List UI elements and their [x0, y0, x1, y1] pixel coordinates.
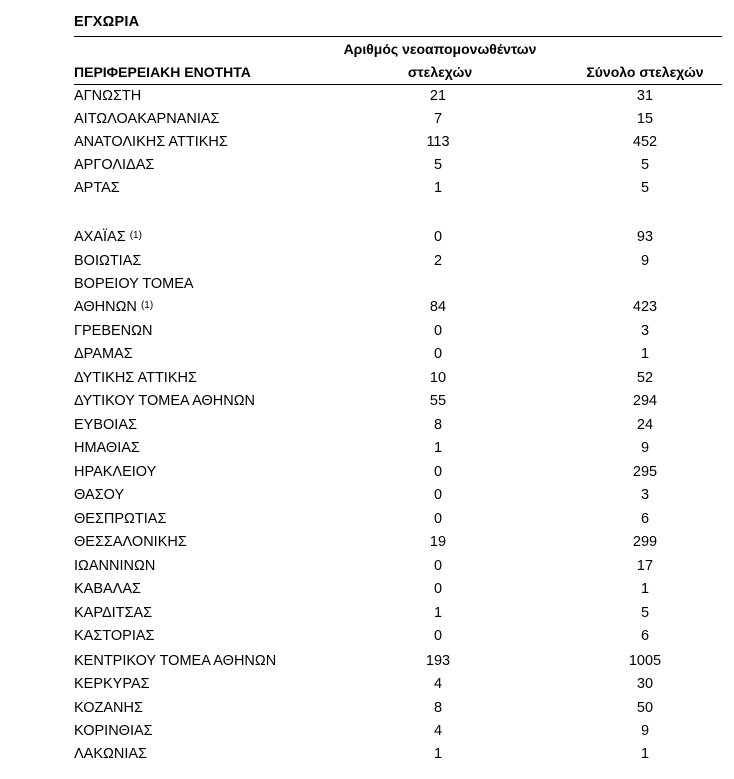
total-count: 1005 — [628, 653, 662, 669]
region-name-text: ΔΡΑΜΑΣ — [74, 346, 133, 362]
region-name — [74, 625, 155, 648]
isolated-count: 0 — [433, 464, 443, 480]
table-row — [0, 390, 734, 413]
region-name-text: ΑΧΑΪΑΣ — [74, 229, 126, 245]
region-name-text: ΔΥΤΙΚΗΣ ΑΤΤΙΚΗΣ — [74, 370, 197, 386]
region-name-text: ΑΘΗΝΩΝ — [74, 299, 137, 315]
isolated-count: 19 — [429, 534, 447, 550]
total-count: 5 — [640, 157, 650, 173]
region-name — [74, 343, 133, 366]
total-count: 31 — [636, 88, 654, 104]
region-name — [74, 390, 255, 413]
column-header-isolated — [300, 38, 580, 84]
isolated-count: 7 — [433, 111, 443, 127]
region-name-text: ΛΑΚΩΝΙΑΣ — [74, 746, 148, 762]
table-row — [0, 296, 734, 319]
column-header-isolated-line1: Αριθμός νεοαπομονωθέντων — [343, 41, 537, 57]
region-name — [74, 437, 140, 460]
region-name — [74, 697, 143, 720]
table-row — [0, 743, 734, 766]
region-name-text: ΗΡΑΚΛΕΙΟΥ — [74, 464, 157, 480]
isolated-count: 113 — [426, 134, 450, 150]
region-name — [74, 673, 150, 696]
region-name-text: ΚΕΝΤΡΙΚΟΥ ΤΟΜΕΑ ΑΘΗΝΩΝ — [74, 653, 277, 669]
total-count: 5 — [640, 180, 650, 196]
table-row — [0, 673, 734, 696]
region-name — [74, 531, 187, 554]
column-header-isolated-line2: στελεχών — [407, 64, 473, 80]
total-count: 93 — [636, 229, 654, 245]
isolated-count: 8 — [433, 417, 443, 433]
region-name-text: ΙΩΑΝΝΙΝΩΝ — [74, 558, 156, 574]
table-row — [0, 177, 734, 200]
region-name-text: ΔΥΤΙΚΟΥ ΤΟΜΕΑ ΑΘΗΝΩΝ — [74, 393, 256, 409]
region-name — [74, 602, 152, 625]
table-row — [0, 461, 734, 484]
isolated-count: 8 — [433, 700, 443, 716]
region-name — [74, 108, 220, 131]
table-row — [0, 650, 734, 673]
column-header-total: Σύνολο στελεχών — [586, 64, 704, 80]
total-count: 17 — [636, 558, 654, 574]
total-count: 15 — [636, 111, 654, 127]
total-count: 6 — [640, 511, 650, 527]
total-count: 6 — [640, 628, 650, 644]
table-row — [0, 720, 734, 743]
region-name — [74, 250, 141, 273]
total-count: 423 — [632, 299, 658, 315]
region-name — [74, 320, 152, 343]
table-row — [0, 226, 734, 249]
footnote-marker: (1) — [140, 300, 154, 311]
region-name-text: ΕΥΒΟΙΑΣ — [74, 417, 137, 433]
total-count: 9 — [640, 723, 650, 739]
region-name-text: ΘΑΣΟΥ — [74, 487, 125, 503]
total-count: 9 — [640, 440, 650, 456]
isolated-count: 0 — [433, 229, 443, 245]
table-row — [0, 578, 734, 601]
region-name — [74, 367, 197, 390]
table-row — [0, 108, 734, 131]
region-name-text: ΚΟΡΙΝΘΙΑΣ — [74, 723, 153, 739]
table-row — [0, 85, 734, 108]
region-name-text: ΑΓΝΩΣΤΗ — [74, 88, 142, 104]
total-count: 3 — [640, 323, 650, 339]
isolated-count: 10 — [429, 370, 447, 386]
isolated-count: 4 — [433, 723, 443, 739]
table-row — [0, 697, 734, 720]
region-name — [74, 508, 166, 531]
total-count: 295 — [632, 464, 658, 480]
isolated-count: 0 — [433, 346, 443, 362]
region-name-text: ΘΕΣΣΑΛΟΝΙΚΗΣ — [74, 534, 187, 550]
table-row — [0, 555, 734, 578]
table-row — [0, 414, 734, 437]
total-count: 294 — [632, 393, 658, 409]
total-count: 9 — [640, 253, 650, 269]
region-name-text: ΗΜΑΘΙΑΣ — [74, 440, 140, 456]
table-row — [0, 602, 734, 625]
region-name-text: ΚΑΡΔΙΤΣΑΣ — [74, 605, 153, 621]
isolated-count: 0 — [433, 581, 443, 597]
region-name — [74, 461, 156, 484]
isolated-count: 84 — [429, 299, 447, 315]
isolated-count: 0 — [433, 558, 443, 574]
region-name — [74, 578, 141, 601]
total-count: 30 — [636, 676, 654, 692]
region-name-text: ΚΑΣΤΟΡΙΑΣ — [74, 628, 155, 644]
region-name-text: ΓΡΕΒΕΝΩΝ — [74, 323, 153, 339]
header-top-rule — [74, 36, 722, 37]
total-count: 5 — [640, 605, 650, 621]
region-name — [74, 273, 194, 296]
region-name — [74, 720, 153, 743]
footnote-marker: (1) — [129, 230, 142, 241]
region-name-text: ΑΡΤΑΣ — [74, 180, 120, 196]
region-name-text: ΑΝΑΤΟΛΙΚΗΣ ΑΤΤΙΚΗΣ — [74, 134, 228, 150]
region-name — [74, 131, 228, 154]
isolated-count: 5 — [433, 157, 443, 173]
table-row — [0, 484, 734, 507]
total-count: 3 — [640, 487, 650, 503]
table-row — [0, 273, 734, 296]
column-header-region: ΠΕΡΙΦΕΡΕΙΑΚΗ ΕΝΟΤΗΤΑ — [74, 64, 251, 80]
total-count: 50 — [636, 700, 654, 716]
region-name-text: ΑΙΤΩΛΟΑΚΑΡΝΑΝΙΑΣ — [74, 111, 220, 127]
table-row — [0, 131, 734, 154]
region-name — [74, 555, 155, 578]
total-count: 452 — [632, 134, 658, 150]
region-name — [74, 414, 137, 437]
region-name — [74, 743, 147, 766]
total-count: 24 — [636, 417, 654, 433]
isolated-count: 193 — [425, 653, 451, 669]
region-name — [74, 177, 120, 200]
isolated-count: 1 — [433, 746, 443, 762]
region-name — [74, 484, 124, 507]
region-name — [74, 226, 142, 249]
region-name-text: ΚΕΡΚΥΡΑΣ — [74, 676, 150, 692]
total-count: 1 — [640, 346, 650, 362]
region-name-text: ΒΟΡΕΙΟΥ ΤΟΜΕΑ — [74, 276, 194, 292]
table-row — [0, 320, 734, 343]
region-name — [74, 85, 141, 108]
total-count: 52 — [636, 370, 654, 386]
isolated-count: 4 — [433, 676, 443, 692]
table-row — [0, 343, 734, 366]
isolated-count: 2 — [433, 253, 443, 269]
total-count: 1 — [640, 746, 650, 762]
isolated-count: 0 — [433, 487, 443, 503]
isolated-count: 0 — [433, 628, 443, 644]
table-row — [0, 154, 734, 177]
isolated-count: 1 — [433, 440, 443, 456]
table-row — [0, 367, 734, 390]
region-name — [74, 154, 154, 177]
region-name-text: ΒΟΙΩΤΙΑΣ — [74, 253, 142, 269]
section-title: ΕΓΧΩΡΙΑ — [74, 14, 140, 30]
total-count: 299 — [632, 534, 658, 550]
region-name — [74, 650, 276, 673]
region-name-text: ΚΟΖΑΝΗΣ — [74, 700, 143, 716]
isolated-count: 1 — [433, 180, 443, 196]
table-row — [0, 437, 734, 460]
isolated-count: 0 — [433, 511, 443, 527]
table-row — [0, 625, 734, 648]
isolated-count: 0 — [433, 323, 443, 339]
table-row — [0, 250, 734, 273]
table-row — [0, 508, 734, 531]
isolated-count: 1 — [433, 605, 443, 621]
region-name-text: ΑΡΓΟΛΙΔΑΣ — [74, 157, 155, 173]
isolated-count: 55 — [429, 393, 447, 409]
total-count: 1 — [640, 581, 650, 597]
isolated-count: 21 — [429, 88, 447, 104]
region-name-text: ΚΑΒΑΛΑΣ — [74, 581, 142, 597]
region-name — [74, 296, 153, 319]
region-name-text: ΘΕΣΠΡΩΤΙΑΣ — [74, 511, 167, 527]
table-row — [0, 531, 734, 554]
